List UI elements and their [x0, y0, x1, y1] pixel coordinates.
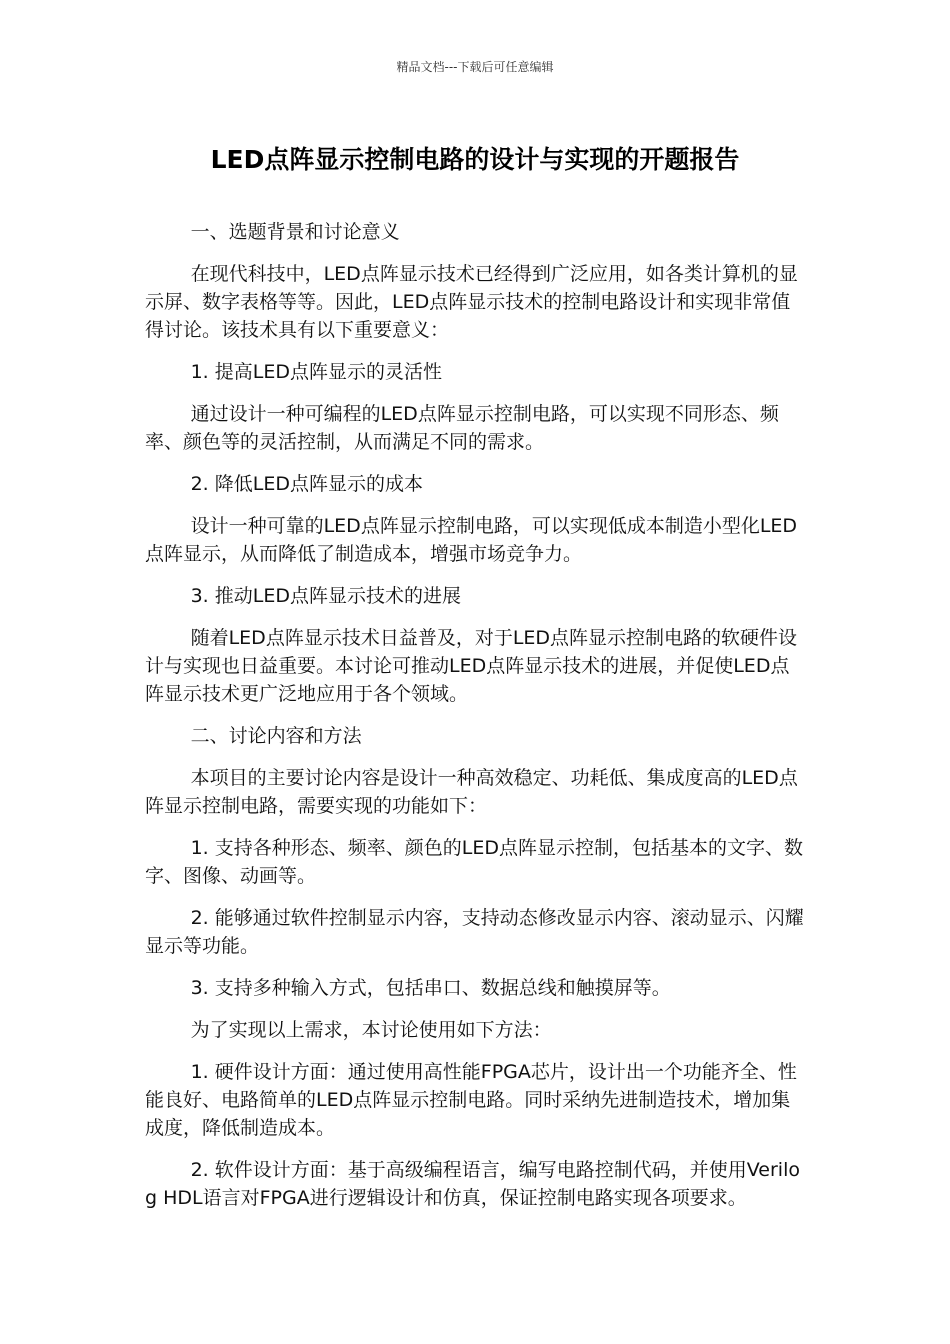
list-item: 1. 支持各种形态、频率、颜色的LED点阵显示控制，包括基本的文字、数字、图像、动画等。 — [145, 837, 803, 887]
list-item: 1. 提高LED点阵显示的灵活性 — [190, 361, 442, 383]
list-item: 2. 能够通过软件控制显示内容，支持动态修改显示内容、滚动显示、闪耀显示等功能。 — [145, 907, 804, 957]
list-item: 2. 降低LED点阵显示的成本 — [190, 473, 423, 495]
list-item: 3. 支持多种输入方式，包括串口、数据总线和触摸屏等。 — [190, 977, 671, 999]
paragraph: 为了实现以上需求，本讨论使用如下方法： — [190, 1019, 552, 1041]
section-heading: 一、选题背景和讨论意义 — [190, 221, 400, 243]
list-item: 2. 软件设计方面：基于高级编程语言，编写电路控制代码，并使用Verilog HDL语言对FPGA进行逻辑设计和仿真，保证控制电路实现各项要求。 — [145, 1159, 800, 1209]
paragraph: 随着LED点阵显示技术日益普及，对于LED点阵显示控制电路的软硬件设计与实现也日益重要。本讨论可推动LED点阵显示技术的进展，并促使LED点阵显示技术更广泛地应用于各个领域。 — [145, 627, 798, 705]
paragraph: 本项目的主要讨论内容是设计一种高效稳定、功耗低、集成度高的LED点阵显示控制电路，需要实现的功能如下： — [145, 767, 798, 817]
document-body — [145, 218, 807, 1226]
paragraph: 通过设计一种可编程的LED点阵显示控制电路，可以实现不同形态、频率、颜色等的灵活控制，从而满足不同的需求。 — [145, 403, 779, 453]
page-header: 精品文档---下载后可任意编辑 — [396, 60, 554, 74]
list-item: 1. 硬件设计方面：通过使用高性能FPGA芯片，设计出一个功能齐全、性能良好、电路简单的LED点阵显示控制电路。同时采纳先进制造技术，增加集成度，降低制造成本。 — [145, 1061, 797, 1139]
paragraph: 在现代科技中，LED点阵显示技术已经得到广泛应用，如各类计算机的显示屏、数字表格等等。因此，LED点阵显示技术的控制电路设计和实现非常值得讨论。该技术具有以下重要意义： — [145, 263, 798, 341]
document-title: LED点阵显示控制电路的设计与实现的开题报告 — [210, 145, 740, 174]
section-heading: 二、讨论内容和方法 — [190, 725, 362, 747]
list-item: 3. 推动LED点阵显示技术的进展 — [190, 585, 461, 607]
paragraph: 设计一种可靠的LED点阵显示控制电路，可以实现低成本制造小型化LED点阵显示，从而降低了制造成本，增强市场竞争力。 — [145, 515, 798, 565]
